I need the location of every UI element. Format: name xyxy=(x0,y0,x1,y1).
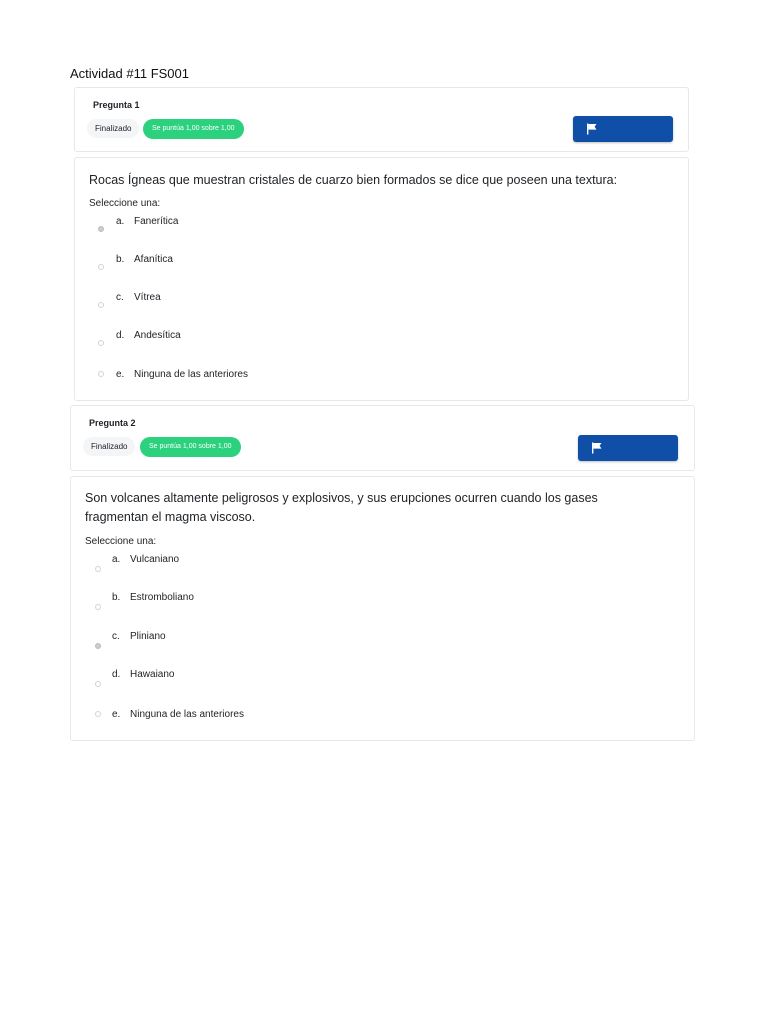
grade-badge: Se puntúa 1,00 sobre 1,00 xyxy=(140,437,241,457)
question-text-line-1: Son volcanes altamente peligrosos y explosivos, y sus erupciones ocurren cuando los gases xyxy=(85,491,598,505)
question-text: Rocas Ígneas que muestran cristales de cuarzo bien formados se dice que poseen una textura: xyxy=(89,173,618,187)
question-text-line-2: fragmentan el magma viscoso. xyxy=(85,510,256,524)
question-1-info xyxy=(74,87,689,152)
radio-button[interactable] xyxy=(95,566,101,572)
flag-question-button[interactable] xyxy=(578,435,678,461)
state-badge: Finalizado xyxy=(83,437,135,456)
radio-button[interactable] xyxy=(98,302,104,308)
flag-icon xyxy=(591,442,603,454)
flag-icon xyxy=(586,123,598,135)
select-prompt: Seleccione una: xyxy=(89,198,161,209)
state-badge: Finalizado xyxy=(87,119,139,138)
radio-button[interactable] xyxy=(98,264,104,270)
radio-button[interactable] xyxy=(95,711,101,717)
question-number: Pregunta 1 xyxy=(93,100,140,110)
question-2-content: Son volcanes altamente peligrosos y explosivos, y sus erupciones ocurren cuando los gases fragmentan el magma viscoso. Seleccione una: a. Vulcaniano b. Estromboliano c. Pliniano d. Hawaiano e. Ninguna de las anteriores xyxy=(70,476,695,741)
grade-badge: Se puntúa 1,00 sobre 1,00 xyxy=(143,119,244,139)
question-2-info xyxy=(70,405,695,471)
radio-button[interactable] xyxy=(98,371,104,377)
radio-button[interactable] xyxy=(98,226,104,232)
radio-button[interactable] xyxy=(95,681,101,687)
page-title: Actividad #11 FS001 xyxy=(70,66,189,81)
radio-button[interactable] xyxy=(98,340,104,346)
radio-button[interactable] xyxy=(95,643,101,649)
question-number: Pregunta 2 xyxy=(89,418,136,428)
select-prompt: Seleccione una: xyxy=(85,536,157,547)
flag-question-button[interactable] xyxy=(573,116,673,142)
radio-button[interactable] xyxy=(95,604,101,610)
question-1-content: Rocas Ígneas que muestran cristales de cuarzo bien formados se dice que poseen una textura: Seleccione una: a. Fanerítica b. Afanítica c. Vítrea d. Andesítica e. Ninguna de las anteriores xyxy=(74,157,689,401)
